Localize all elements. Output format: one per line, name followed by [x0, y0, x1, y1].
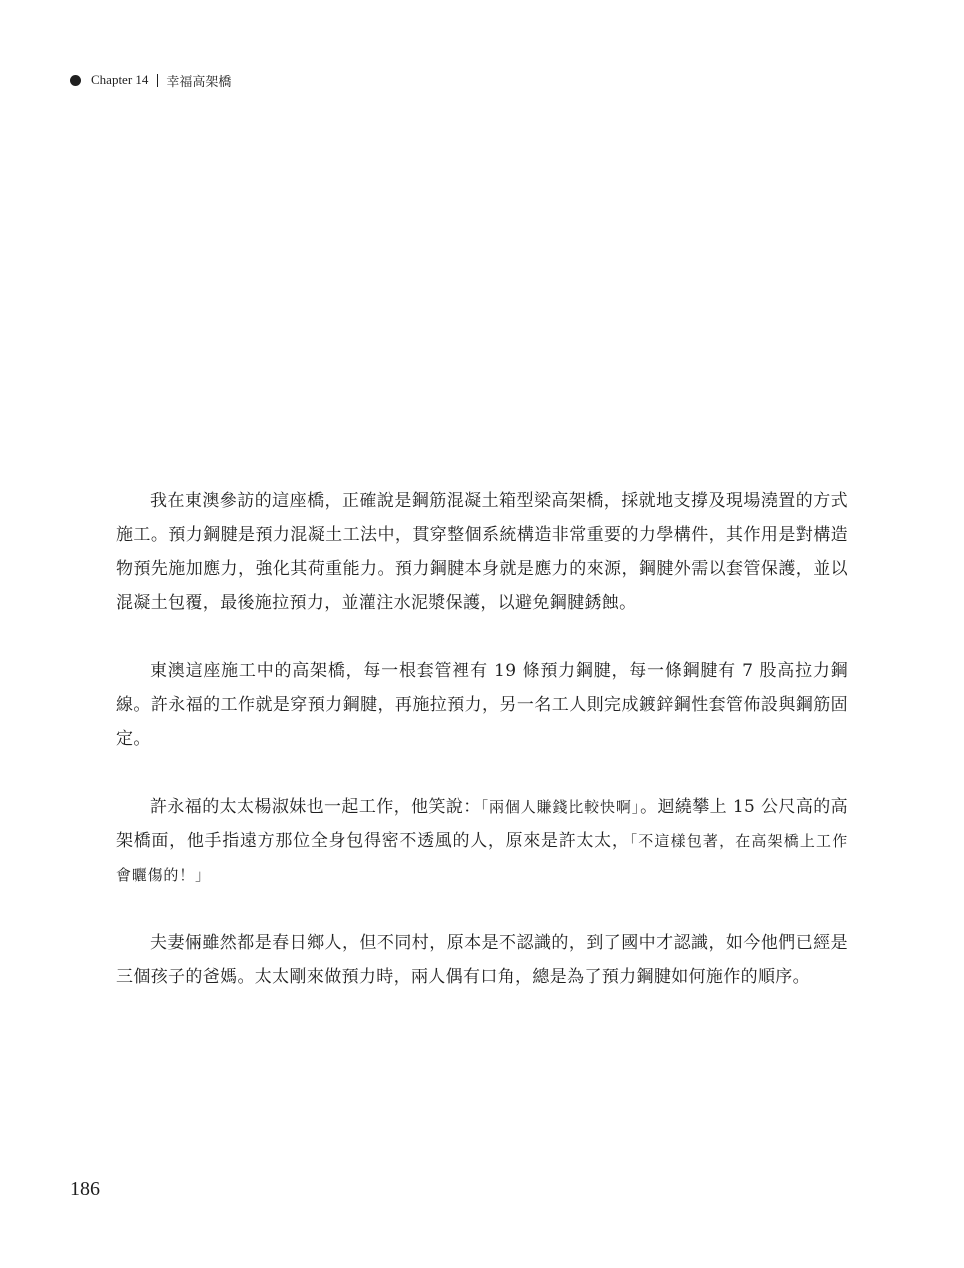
paragraph-4: 夫妻倆雖然都是春日鄉人，但不同村，原本是不認識的，到了國中才認識，如今他們已經是三個孩子的爸媽。太太剛來做預力時，兩人偶有口角，總是為了預力鋼腱如何施作的順序。 [116, 933, 848, 987]
running-header [70, 70, 231, 90]
paragraph-1: 我在東澳參訪的這座橋，正確說是鋼筋混凝土箱型梁高架橋，採就地支撐及現場澆置的方式施工。預力鋼腱是預力混凝土工法中，貫穿整個系統構造非常重要的力學構件，其作用是對構造物預先施加應力，強化其荷重能力。預力鋼腱本身就是應力的來源，鋼腱外需以套管保護，並以混凝土包覆，最後施拉預力，並灌注水泥漿保護，以避免鋼腱銹蝕。 [116, 491, 848, 613]
body-text [116, 484, 848, 1028]
paragraph-3-text-middle: 。迴繞攀上 15 公尺高的高架橋面，他手指遠方那位全身包得密不透風的人，原來是許太太， [116, 797, 848, 851]
page-number: 186 [70, 1178, 100, 1200]
paragraph-3-text-before: 許永福的太太楊淑妹也一起工作，他笑說： [150, 797, 481, 817]
paragraph-2: 東澳這座施工中的高架橋，每一根套管裡有 19 條預力鋼腱，每一條鋼腱有 7 股高拉力鋼線。許永福的工作就是穿預力鋼腱，再施拉預力，另一名工人則完成鍍鋅鋼性套管佈設與鋼筋固定。 [116, 661, 848, 749]
paragraph-3 [116, 790, 848, 892]
chapter-label: Chapter 14 [91, 72, 149, 87]
header-divider [157, 74, 158, 87]
quote-2: 「不這樣包著，在高架橋上工作會曬傷的！」 [116, 832, 848, 884]
quote-1: 「兩個人賺錢比較快啊」 [480, 798, 641, 816]
chapter-title: 幸福高架橋 [166, 74, 232, 90]
bullet-icon [70, 75, 81, 86]
